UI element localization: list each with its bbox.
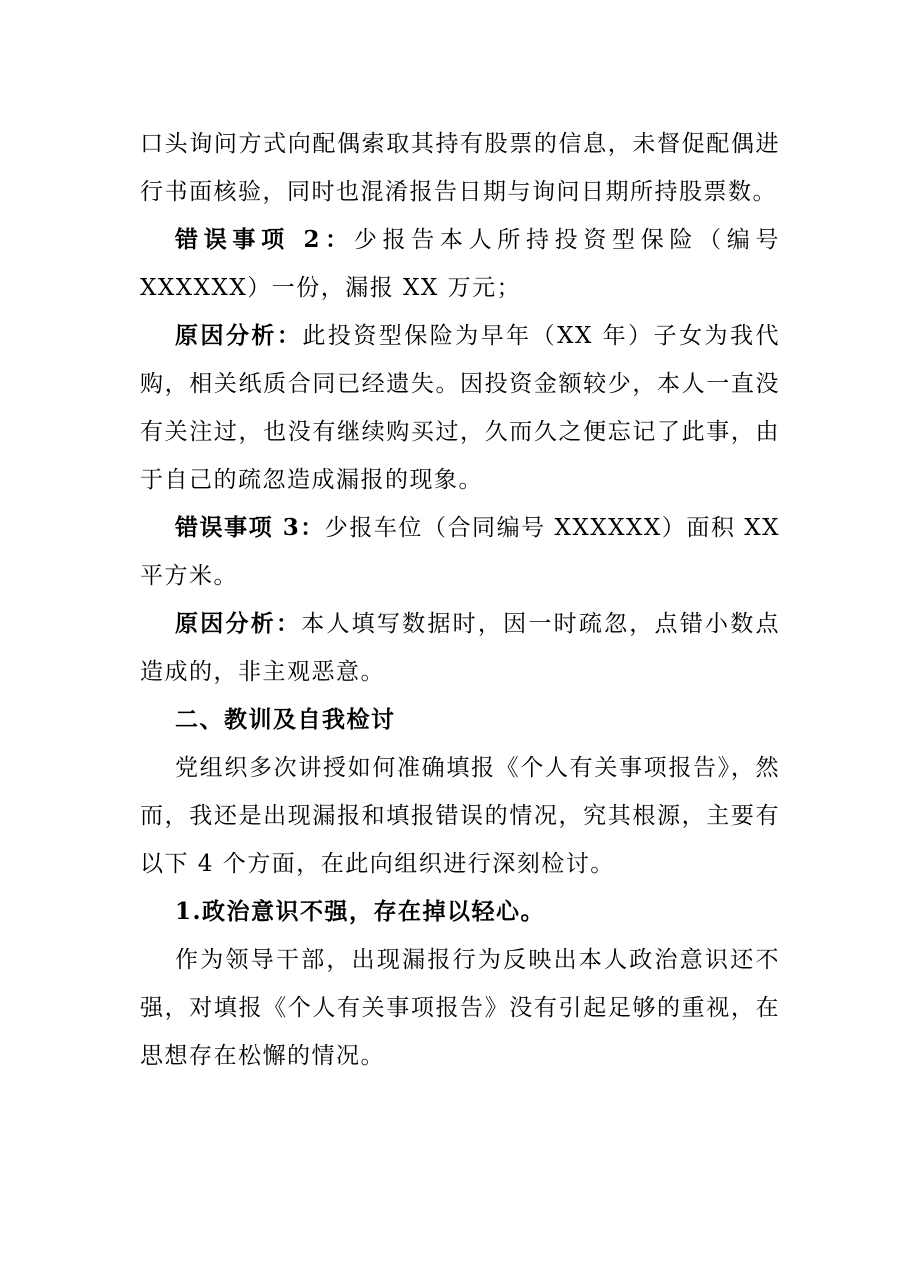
paragraph-text: 此投资型保险为早年（XX 年）子女为我代购，相关纸质合同已经遗失。因投资金额较少，本人一直没有关注过，也没有继续购买过，久而久之便忘记了此事，由于自己的疏忽造成漏报的现象。	[140, 323, 780, 493]
paragraph-cause-analysis-1	[140, 312, 780, 504]
document-body	[140, 120, 780, 1080]
section-heading: 二、教训及自我检讨	[175, 706, 396, 733]
paragraph-text: 本人填写数据时，因一时疏忽，点错小数点造成的，非主观恶意。	[140, 611, 781, 685]
paragraph-text: 少报告本人所持投资型保险（编号XXXXXX）一份，漏报 XX 万元；	[140, 227, 781, 301]
paragraph-continuation	[140, 120, 780, 216]
paragraph-text: 口头询问方式向配偶索取其持有股票的信息，未督促配偶进行书面核验，同时也混淆报告日期与询问日期所持股票数。	[140, 131, 780, 205]
paragraph-error-item-3	[140, 504, 780, 600]
paragraph-label: 错误事项 2：	[175, 226, 354, 253]
paragraph-label: 原因分析：	[175, 610, 302, 637]
subheading: 1.政治意识不强，存在掉以轻心。	[175, 898, 546, 925]
paragraph-error-item-2	[140, 216, 780, 312]
sub-paragraph: 作为领导干部，出现漏报行为反映出本人政治意识还不强，对填报《个人有关事项报告》没有引起足够的重视，在思想存在松懈的情况。	[140, 947, 780, 1069]
paragraph-label: 错误事项 3：	[175, 514, 325, 541]
paragraph-text: 少报车位（合同编号 XXXXXX）面积 XX 平方米。	[140, 515, 780, 589]
paragraph-cause-analysis-2	[140, 600, 780, 696]
paragraph-label: 原因分析：	[175, 322, 303, 349]
section-paragraph: 党组织多次讲授如何准确填报《个人有关事项报告》，然而，我还是出现漏报和填报错误的情况，究其根源，主要有以下 4 个方面，在此向组织进行深刻检讨。	[140, 755, 780, 877]
